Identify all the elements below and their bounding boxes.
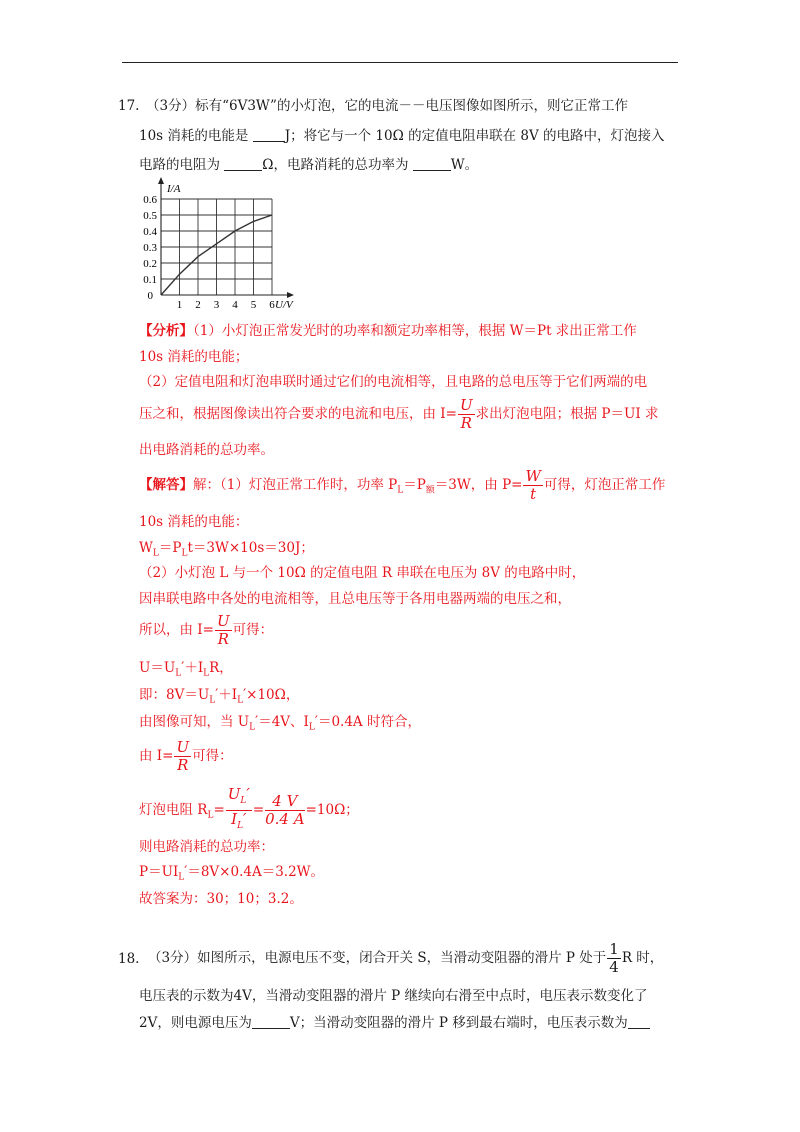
solution-line-8	[139, 686, 299, 710]
solution-text: ′＝4V、I	[255, 714, 309, 730]
y-tick-label: 0.3	[143, 242, 157, 254]
subscript: L	[175, 668, 182, 679]
fraction-numerator: U	[459, 396, 473, 414]
solution-text: =	[252, 802, 265, 818]
solution-tag: 【解答】	[139, 477, 193, 493]
q18-line-1	[148, 940, 663, 976]
fraction-denominator: 0.4 A	[265, 810, 305, 828]
analysis-line-1	[139, 322, 637, 340]
fraction-numerator: W	[525, 467, 541, 485]
solution-line-10	[139, 738, 233, 774]
q17-line-1: （3分）标有“6V3W”的小灯泡，它的电流－－电压图像如图所示，则它正常工作	[146, 98, 628, 114]
solution-line-2: 10s 消耗的电能：	[139, 514, 249, 530]
fraction-denominator: 4	[609, 958, 619, 976]
solution-text: 所以，由 I=	[139, 622, 214, 638]
subscript: L	[308, 722, 315, 733]
q18-text: （3分）如图所示，电源电压不变，闭合开关 S，当滑动变阻器的滑片 P 处于	[148, 950, 607, 966]
analysis-line-3: （2）定值电阻和灯泡串联时通过它们的电流相等，且电路的总电压等于它们两端的电	[139, 374, 648, 390]
fraction-u-over-r	[458, 397, 475, 432]
q18-number: 18.	[118, 951, 140, 967]
fraction-u-over-r	[215, 613, 232, 648]
solution-text: 可得，灯泡正常工作	[543, 477, 666, 493]
analysis-tag: 【分析】	[139, 323, 193, 339]
solution-line-7	[139, 659, 233, 683]
subscript: L	[207, 810, 214, 821]
fraction-denominator: R	[177, 756, 189, 774]
header-rule	[122, 62, 678, 63]
fraction-w-over-t	[523, 468, 542, 503]
q17-text: Ω，电路消耗的总功率为	[262, 157, 413, 173]
subscript: L	[237, 821, 244, 831]
solution-line-12: 则电路消耗的总功率：	[139, 839, 274, 855]
x-tick-label: 4	[232, 299, 238, 311]
q18-text: R 时，	[621, 950, 664, 966]
solution-line-1	[139, 467, 665, 509]
solution-text: 即：8V＝U	[139, 687, 210, 703]
solution-text: ′＝0.4A 时符合，	[314, 714, 421, 730]
solution-text: 可得：	[192, 748, 233, 764]
analysis-text: 压之和，根据图像读出符合要求的电流和电压，由 I=	[139, 406, 457, 422]
solution-text: 由图像可知，当 U	[139, 714, 250, 730]
y-tick-label: 0.4	[143, 226, 157, 238]
y-axis-arrow	[158, 177, 164, 184]
subscript: L	[209, 695, 216, 706]
solution-text: ＝P	[403, 477, 426, 493]
analysis-line-2: 10s 消耗的电能；	[139, 349, 249, 365]
solution-line-6	[139, 612, 273, 648]
solution-text: U＝U	[139, 660, 176, 676]
fraction-numerator: U	[216, 612, 230, 630]
solution-text: ′＋I	[215, 687, 238, 703]
fraction-one-quarter	[607, 941, 621, 976]
fraction-denominator	[226, 811, 252, 835]
answer-blank	[628, 1015, 650, 1029]
subscript: L	[397, 485, 404, 496]
fraction-u-over-r	[174, 739, 191, 774]
solution-text: 由 I=	[139, 748, 174, 764]
fraction-numerator	[226, 786, 252, 811]
solution-text: 解：（1）灯泡正常工作时，功率 P	[193, 477, 398, 493]
analysis-line-5: 出电路消耗的总功率。	[139, 442, 274, 458]
answer-blank	[252, 1015, 290, 1029]
q17-line-2	[139, 127, 665, 145]
subscript: L	[237, 695, 244, 706]
q18-line-2: 电压表的示数为4V，当滑动变阻器的滑片 P 继续向右滑至中点时，电压表示数变化了	[139, 988, 648, 1004]
fraction-denominator: R	[217, 630, 229, 648]
solution-text: t＝3W×10s＝30J；	[187, 540, 314, 556]
q17-text: 10s 消耗的电能是	[139, 128, 253, 144]
subscript: L	[181, 548, 188, 559]
solution-line-3	[139, 539, 314, 563]
y-axis-label: I/A	[167, 183, 181, 195]
q17-text: J；将它与一个 10Ω 的定值电阻串联在 8V 的电路中，灯泡接入	[284, 128, 665, 144]
solution-line-13	[139, 863, 324, 887]
subscript: L	[249, 722, 256, 733]
q18-text: 2V，则电源电压为	[139, 1015, 252, 1031]
solution-line-5: 因串联电路中各处的电流相等，且总电压等于各用电器两端的电压之和，	[139, 591, 571, 607]
solution-text: R，	[209, 660, 233, 676]
analysis-text: 求出灯泡电阻；根据 P＝UI 求	[475, 406, 659, 422]
var-u: U	[227, 785, 241, 803]
solution-text: =10Ω；	[305, 802, 359, 818]
answer-blank	[413, 157, 451, 171]
subscript: L	[203, 668, 210, 679]
x-axis-arrow	[287, 292, 294, 298]
y-tick-label: 0.2	[143, 258, 157, 270]
q18-line-3	[139, 1014, 650, 1032]
fraction-numerator: U	[176, 738, 190, 756]
x-axis-label: U/V	[275, 299, 293, 311]
origin-label: 0	[147, 290, 153, 302]
fraction-denominator: R	[460, 414, 472, 432]
prime: ′	[246, 785, 250, 803]
prime: ′	[243, 810, 247, 828]
solution-line-4: （2）小灯泡 L 与一个 10Ω 的定值电阻 R 串联在电压为 8V 的电路中时，	[139, 565, 586, 581]
y-tick-label: 0.5	[143, 210, 157, 222]
subscript: 额	[425, 485, 435, 496]
fraction-denominator: t	[530, 485, 537, 503]
x-tick-label: 5	[250, 299, 257, 311]
answer-blank	[253, 128, 285, 142]
solution-text: =	[213, 802, 225, 818]
x-tick-label: 6	[269, 299, 275, 311]
subscript: L	[152, 548, 159, 559]
analysis-text: （1）小灯泡正常发光时的功率和额定功率相等，根据 W＝Pt 求出正常工作	[193, 323, 637, 339]
solution-text: 灯泡电阻 R	[139, 802, 208, 818]
fraction-4v-over-04a	[265, 793, 304, 828]
solution-line-11	[139, 786, 359, 836]
q18-text: V；当滑动变阻器的滑片 P 移到最右端时，电压表示数为	[289, 1015, 628, 1031]
y-tick-label: 0.6	[143, 194, 157, 206]
q17-number: 17.	[118, 98, 140, 114]
analysis-line-4	[139, 396, 658, 432]
solution-text: ′＋I	[181, 660, 204, 676]
q17-text: 电路的电阻为	[139, 157, 225, 173]
subscript: L	[240, 796, 247, 806]
var-i: I	[231, 810, 238, 828]
q17-text: W。	[450, 157, 479, 173]
solution-text: P＝UI	[139, 864, 179, 880]
solution-text: 可得：	[232, 622, 274, 638]
fraction-numerator: 1	[609, 940, 619, 958]
iu-chart	[136, 172, 316, 312]
solution-text: ′＝8V×0.4A＝3.2W。	[184, 864, 325, 880]
solution-line-9	[139, 713, 421, 737]
x-tick-label: 2	[195, 299, 201, 311]
x-tick-label: 3	[213, 299, 220, 311]
solution-text: ′×10Ω，	[243, 687, 300, 703]
answer-blank	[224, 157, 262, 171]
solution-text: W	[139, 540, 153, 556]
final-answer: 故答案为：30；10；3.2。	[139, 891, 303, 907]
y-tick-label: 0.1	[143, 274, 157, 286]
x-tick-label: 1	[176, 299, 183, 311]
subscript: L	[178, 872, 185, 883]
solution-text: ＝3W，由 P=	[434, 477, 523, 493]
fraction-numerator: 4 V	[265, 793, 304, 811]
fraction-ul-over-il	[226, 786, 252, 835]
solution-text: ＝P	[158, 540, 182, 556]
